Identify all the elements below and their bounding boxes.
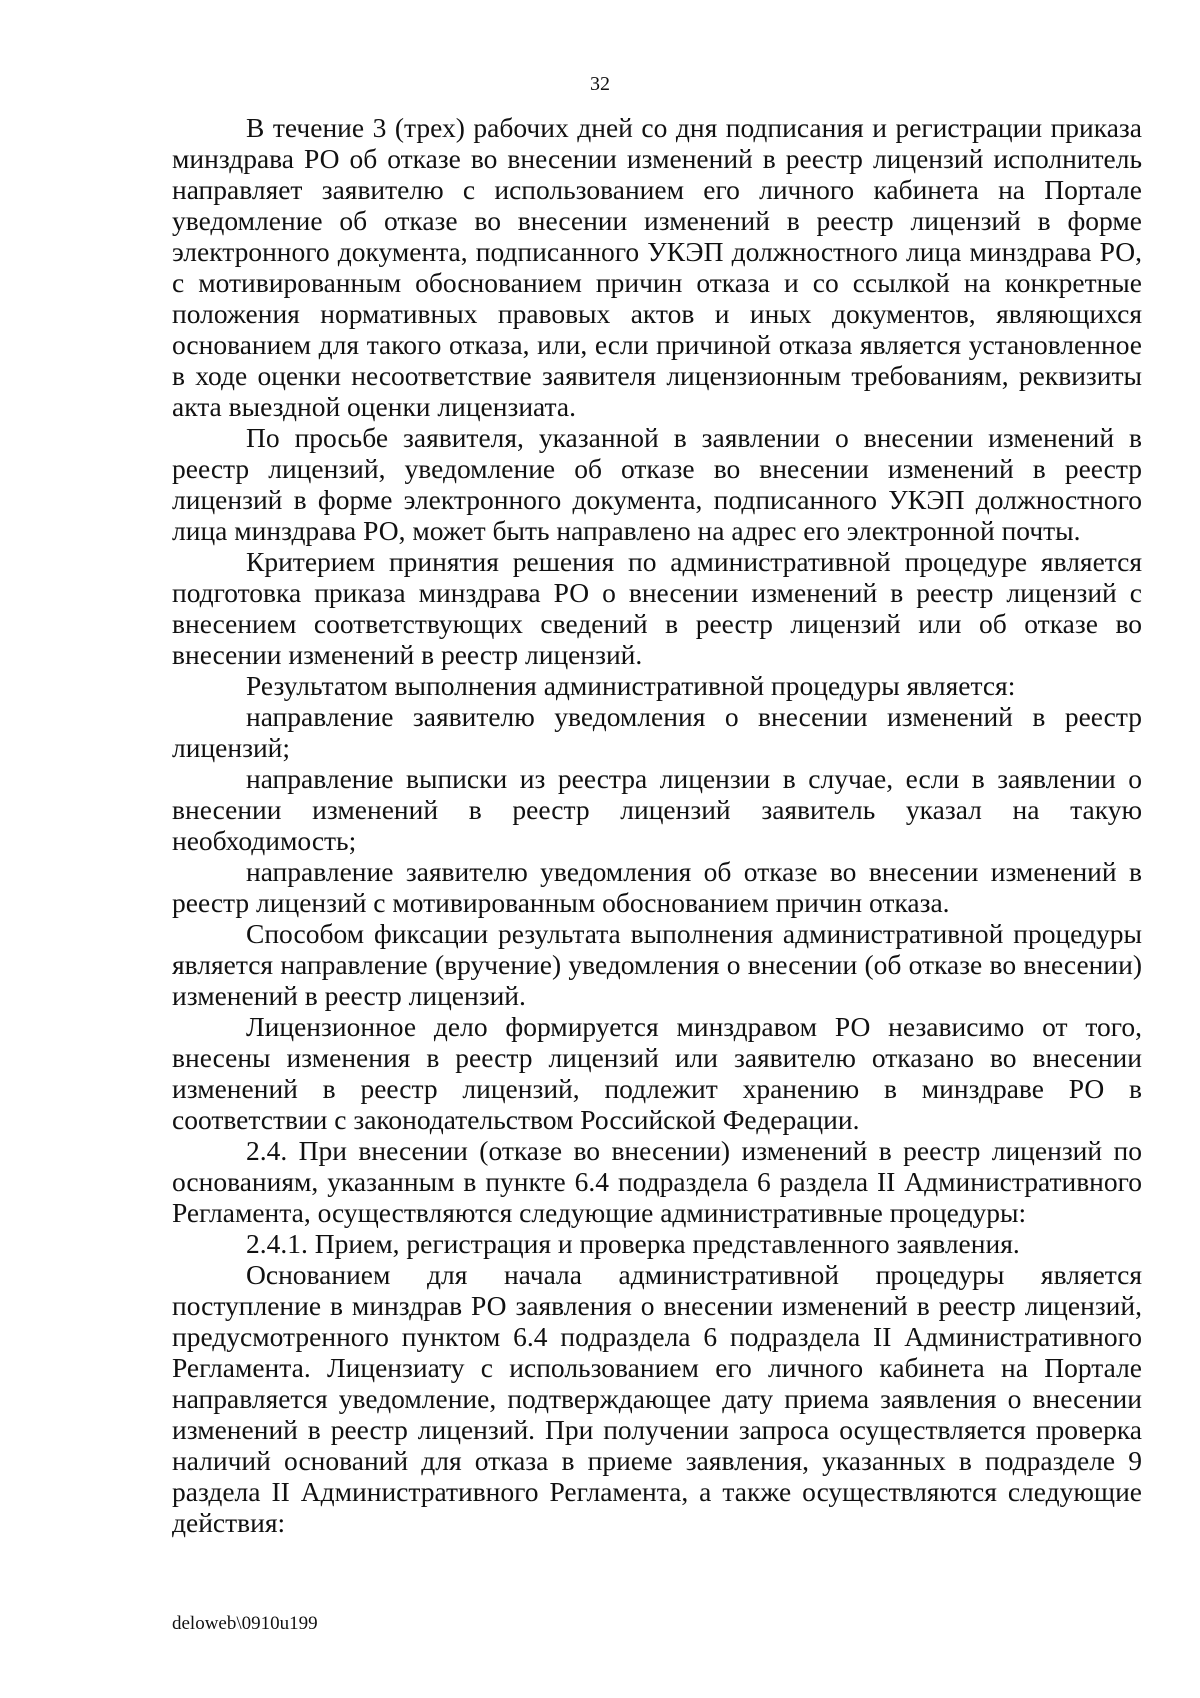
page-number: 32 xyxy=(590,73,610,95)
paragraph-fixation-method: Способом фиксации результата выполнения административной процедуры является направление (вручение) уведомления о внесении (об отказе во внесении) изменений в реестр лицензий. xyxy=(172,918,1142,1011)
paragraph-result-item-1: направление заявителю уведомления о внесении изменений в реестр лицензий; xyxy=(172,701,1142,763)
paragraph-procedure-basis: Основанием для начала административной процедуры является поступление в минздрав РО заявления о внесении изменений в реестр лицензий, предусмотренного пунктом 6.4 подраздела 6 подраздела II Административного Регламента. Лицензиату с использованием его личного кабинета на Портале направляется уведомление, подтверждающее дату приема заявления о внесении изменений в реестр лицензий. При получении запроса осуществляется проверка наличий оснований для отказа в приеме заявления, указанных в подразделе 9 раздела II Административного Регламента, а также осуществляются следующие действия: xyxy=(172,1259,1142,1538)
paragraph-result-item-2: направление выписки из реестра лицензии в случае, если в заявлении о внесении изменений в реестр лицензий заявитель указал на такую необходимость; xyxy=(172,763,1142,856)
paragraph-decision-criterion: Критерием принятия решения по административной процедуре является подготовка приказа минздрава РО о внесении изменений в реестр лицензий с внесением соответствующих сведений в реестр лицензий или об отказе во внесении изменений в реестр лицензий. xyxy=(172,546,1142,670)
paragraph-email-request: По просьбе заявителя, указанной в заявлении о внесении изменений в реестр лицензий, уведомление об отказе во внесении изменений в реестр лицензий в форме электронного документа, подписанного УКЭП должностного лица минздрава РО, может быть направлено на адрес его электронной почты. xyxy=(172,422,1142,546)
document-body xyxy=(172,112,1142,1538)
paragraph-result-item-3: направление заявителю уведомления об отказе во внесении изменений в реестр лицензий с мотивированным обоснованием причин отказа. xyxy=(172,856,1142,918)
paragraph-result-intro: Результатом выполнения административной процедуры является: xyxy=(246,670,1016,701)
paragraph-section-2-4: 2.4. При внесении (отказе во внесении) изменений в реестр лицензий по основаниям, указанным в пункте 6.4 подраздела 6 раздела II Административного Регламента, осуществляются следующие административные процедуры: xyxy=(172,1135,1142,1228)
paragraph-refusal-notice: В течение 3 (трех) рабочих дней со дня подписания и регистрации приказа минздрава РО об отказе во внесении изменений в реестр лицензий исполнитель направляет заявителю с использованием его личного кабинета на Портале уведомление об отказе во внесении изменений в реестр лицензий в форме электронного документа, подписанного УКЭП должностного лица минздрава РО, с мотивированным обоснованием причин отказа и со ссылкой на конкретные положения нормативных правовых актов и иных документов, являющихся основанием для такого отказа, или, если причиной отказа является установленное в ходе оценки несоответствие заявителя лицензионным требованиям, реквизиты акта выездной оценки лицензиата. xyxy=(172,112,1142,422)
paragraph-license-file: Лицензионное дело формируется минздравом РО независимо от того, внесены изменения в реестр лицензий или заявителю отказано во внесении изменений в реестр лицензий, подлежит хранению в минздраве РО в соответствии с законодательством Российской Федерации. xyxy=(172,1011,1142,1135)
footer-file-reference: deloweb\0910u199 xyxy=(172,1613,318,1634)
paragraph-section-2-4-1: 2.4.1. Прием, регистрация и проверка представленного заявления. xyxy=(246,1228,1020,1259)
